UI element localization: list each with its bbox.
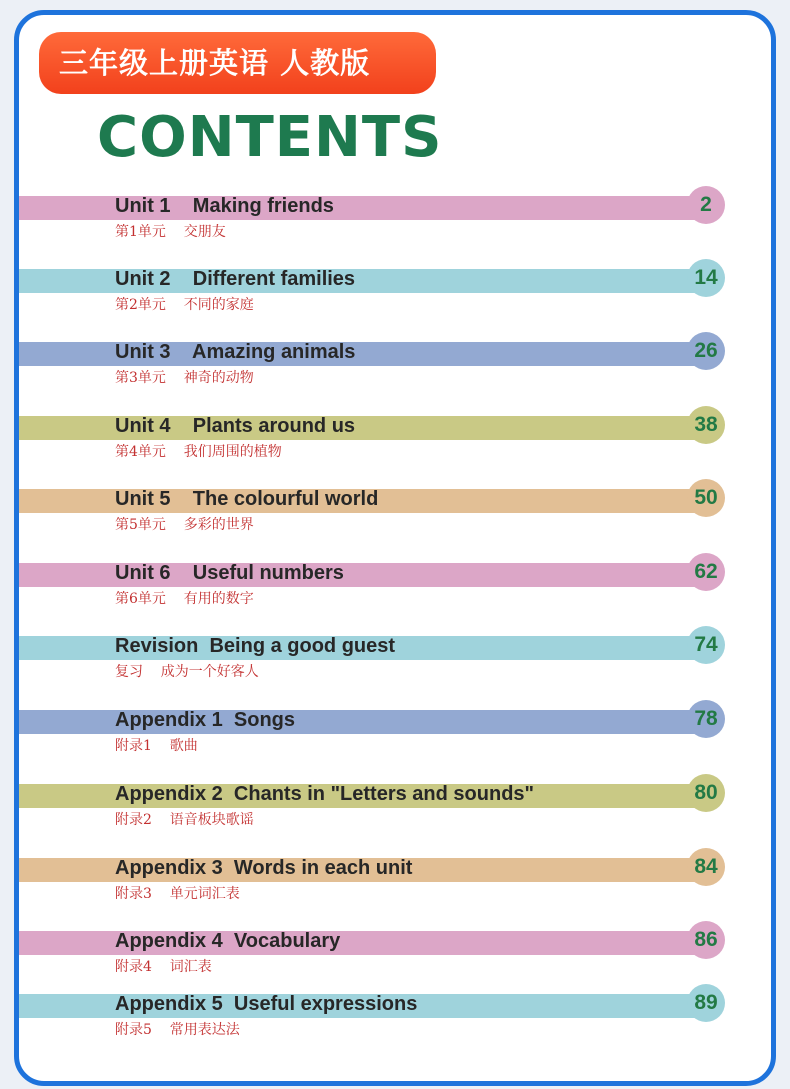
toc-page-number: 26 [687,332,725,370]
toc-page-number: 84 [687,848,725,886]
toc-page-number: 14 [687,259,725,297]
toc-page-number: 74 [687,626,725,664]
toc-page-number: 78 [687,700,725,738]
toc-entry-appendix-3[interactable] [19,848,771,918]
toc-entry-title: Appendix 3 Words in each unit [115,857,413,879]
toc-entry-subtitle: 第1单元 交朋友 [115,224,226,240]
toc-entry-subtitle: 第2单元 不同的家庭 [115,297,254,313]
toc-entry-title: Appendix 1 Songs [115,709,296,731]
toc-entry-subtitle: 第6单元 有用的数字 [115,591,254,607]
toc-entry-title: Unit 3 Amazing animals [115,341,356,363]
toc-entry-subtitle: 第5单元 多彩的世界 [115,517,254,533]
toc-entry-subtitle: 复习 成为一个好客人 [115,664,259,680]
toc-entry-unit-4[interactable] [19,406,771,476]
toc-page-number: 86 [687,921,725,959]
toc-entry-appendix-4[interactable] [19,921,771,991]
toc-page-number: 38 [687,406,725,444]
toc-entry-appendix-1[interactable] [19,700,771,770]
toc-entry-subtitle: 附录2 语音板块歌谣 [115,812,254,828]
table-of-contents [19,15,771,1081]
toc-entry-appendix-5[interactable] [19,984,771,1054]
toc-page-number: 50 [687,479,725,517]
toc-entry-title: Unit 4 Plants around us [115,415,356,437]
toc-entry-title: Unit 6 Useful numbers [115,562,344,584]
toc-entry-title: Unit 5 The colourful world [115,488,379,510]
toc-entry-revision[interactable] [19,626,771,696]
toc-entry-title: Appendix 2 Chants in "Letters and sounds" [115,783,535,805]
toc-entry-subtitle: 第4单元 我们周围的植物 [115,444,282,460]
grade-edition-tag: 三年级上册英语 人教版 [39,32,436,94]
toc-entry-unit-5[interactable] [19,479,771,549]
toc-entry-subtitle: 附录3 单元词汇表 [115,886,240,902]
toc-entry-title: Unit 2 Different families [115,268,356,290]
toc-entry-subtitle: 附录1 歌曲 [115,738,198,754]
toc-entry-subtitle: 第3单元 神奇的动物 [115,370,254,386]
toc-page-number: 2 [687,186,725,224]
toc-entry-appendix-2[interactable] [19,774,771,844]
toc-entry-subtitle: 附录4 词汇表 [115,959,212,975]
toc-page-number: 80 [687,774,725,812]
toc-entry-title: Revision Being a good guest [115,635,396,657]
toc-entry-unit-1[interactable] [19,186,771,256]
toc-entry-unit-6[interactable] [19,553,771,623]
toc-entry-unit-3[interactable] [19,332,771,402]
toc-entry-title: Appendix 5 Useful expressions [115,993,418,1015]
page-title: CONTENTS [97,105,443,170]
toc-entry-subtitle: 附录5 常用表达法 [115,1022,240,1038]
toc-page-number: 62 [687,553,725,591]
toc-entry-title: Appendix 4 Vocabulary [115,930,341,952]
toc-page-number: 89 [687,984,725,1022]
toc-entry-title: Unit 1 Making friends [115,195,334,217]
toc-entry-unit-2[interactable] [19,259,771,329]
page-frame [14,10,776,1086]
